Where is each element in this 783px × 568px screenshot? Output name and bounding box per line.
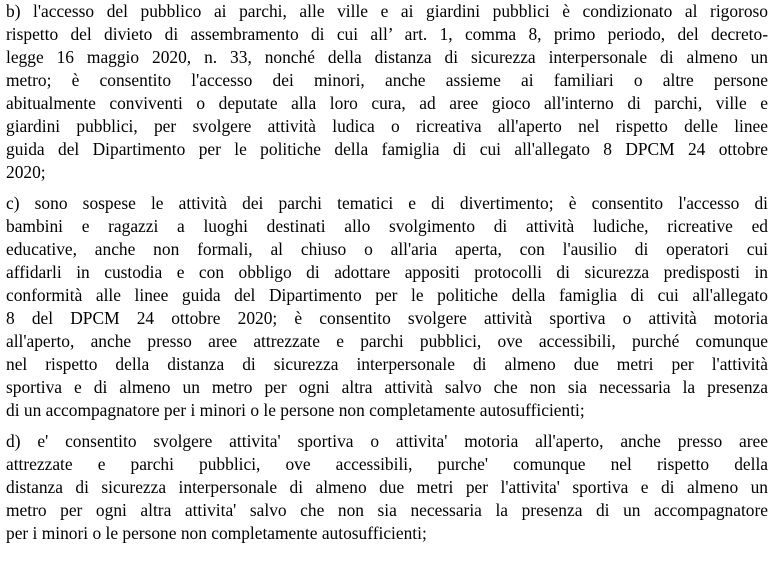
text-line: all'aperto, anche presso aree attrezzate e parchi pubblici, ove accessibili, purché comunque (6, 331, 768, 351)
text-line: rispetto del divieto di assembramento di cui all’ art. 1, comma 8, primo periodo, del decreto- (6, 24, 768, 44)
text-line: di un accompagnatore per i minori o le persone non completamente autosufficienti; (6, 400, 585, 420)
text-line: abitualmente conviventi o deputate alla loro cura, ad aree gioco all'interno di parchi, ville e (6, 93, 768, 113)
text-line: per i minori o le persone non completamente autosufficienti; (6, 523, 427, 543)
text-line: bambini e ragazzi a luoghi destinati allo svolgimento di attività ludiche, ricreative ed (6, 216, 768, 236)
text-line: 2020; (6, 162, 46, 182)
text-line: distanza di sicurezza interpersonale di almeno due metri per l'attivita' sportiva e di almeno un (6, 477, 768, 497)
text-line: nel rispetto della distanza di sicurezza interpersonale di almeno due metri per l'attività (6, 354, 768, 374)
text-line: c) sono sospese le attività dei parchi tematici e di divertimento; è consentito l'accesso di (6, 193, 768, 213)
text-line: guida del Dipartimento per le politiche della famiglia di cui all'allegato 8 DPCM 24 ottobre (6, 139, 768, 159)
text-line: giardini pubblici, per svolgere attività ludica o ricreativa all'aperto nel rispetto delle linee (6, 116, 768, 136)
text-line: d) e' consentito svolgere attivita' sportiva o attivita' motoria all'aperto, anche presso aree (6, 431, 768, 451)
text-line: legge 16 maggio 2020, n. 33, nonché della distanza di sicurezza interpersonale di almeno un (6, 47, 768, 67)
text-line: 8 del DPCM 24 ottobre 2020; è consentito svolgere attività sportiva o attività motoria (6, 308, 768, 328)
text-line: metro; è consentito l'accesso dei minori, anche assieme ai familiari o altre persone (6, 70, 768, 90)
text-line: educative, anche non formali, al chiuso o all'aria aperta, con l'ausilio di operatori cui (6, 239, 768, 259)
text-line: conformità alle linee guida del Dipartimento per le politiche della famiglia di cui all'allegato (6, 285, 768, 305)
text-line: metro per ogni altra attivita' salvo che non sia necessaria la presenza di un accompagnatore (6, 500, 768, 520)
text-line: b) l'accesso del pubblico ai parchi, alle ville e ai giardini pubblici è condizionato al rigoroso (6, 1, 768, 21)
text-line: attrezzate e parchi pubblici, ove accessibili, purche' comunque nel rispetto della (6, 454, 768, 474)
text-line: sportiva e di almeno un metro per ogni altra attività salvo che non sia necessaria la presenza (6, 377, 768, 397)
text-line: affidarli in custodia e con obbligo di adottare appositi protocolli di sicurezza predisposti in (6, 262, 768, 282)
